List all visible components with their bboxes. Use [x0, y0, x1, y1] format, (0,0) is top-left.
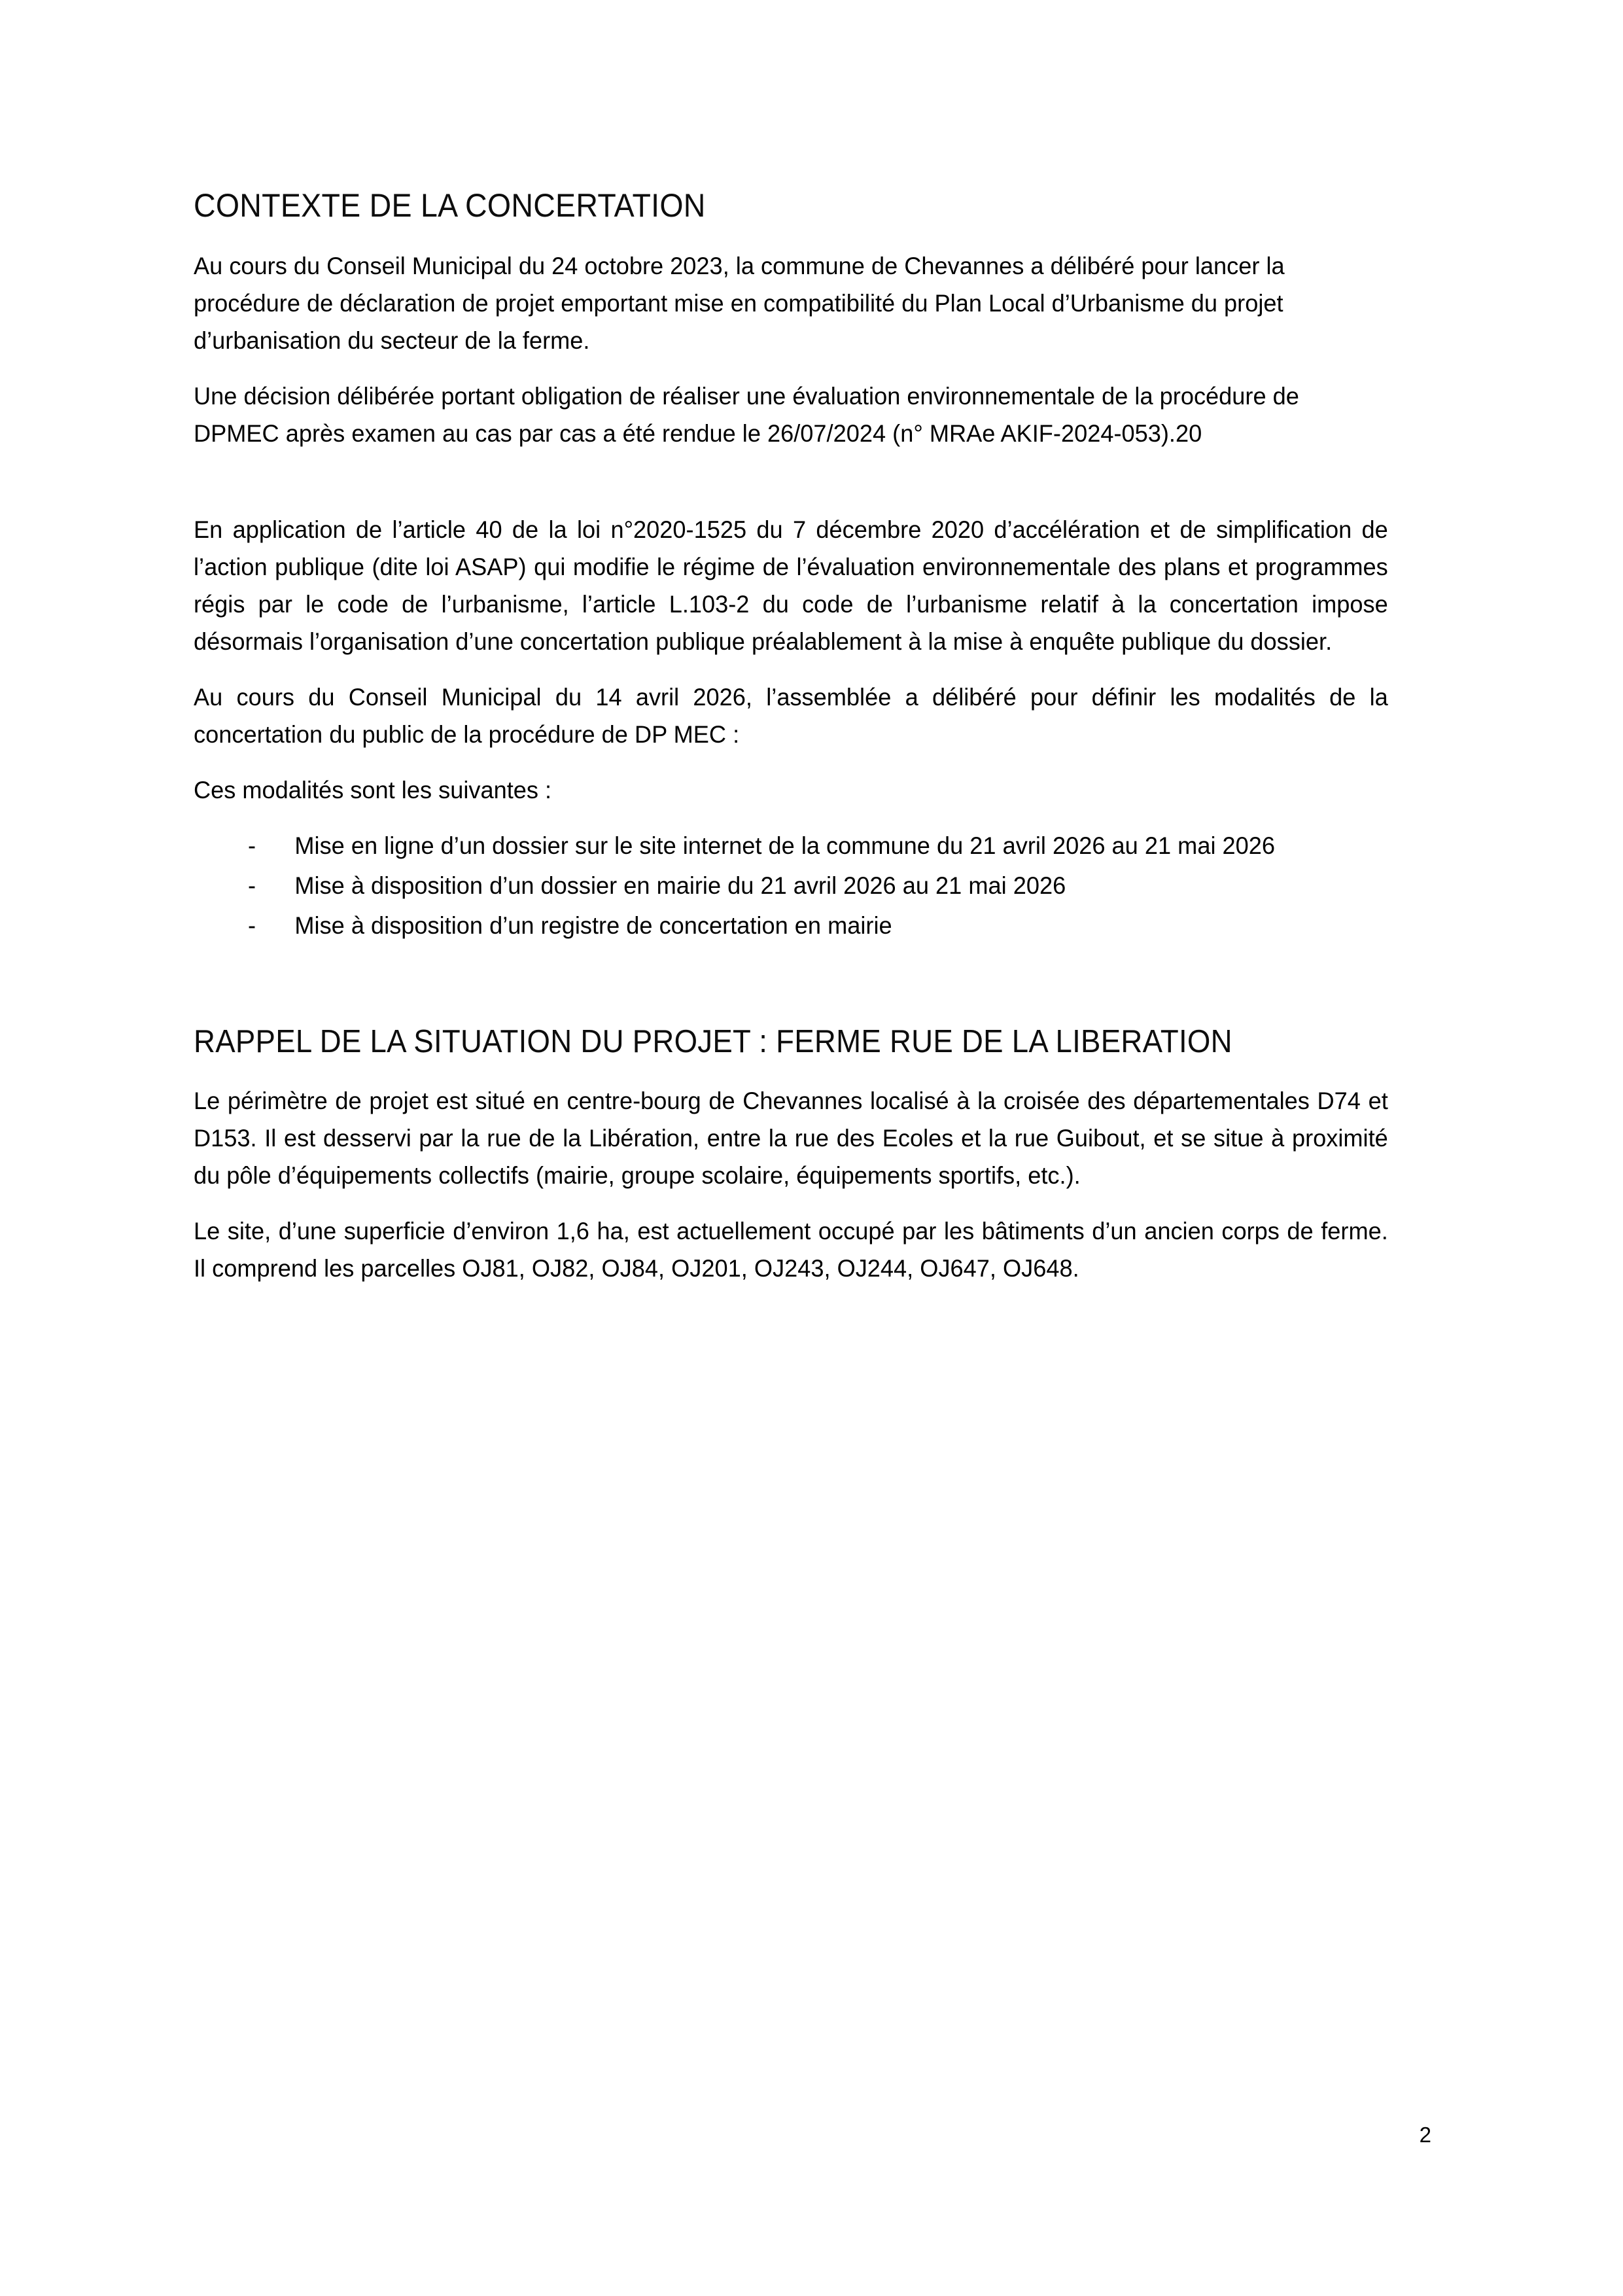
section-heading-contexte: CONTEXTE DE LA CONCERTATION [194, 187, 706, 224]
section-gap [194, 947, 1431, 1024]
page-content [194, 187, 1431, 1305]
paragraph-perimetre-projet: Le périmètre de projet est situé en centre-bourg de Chevannes localisé à la croisée des départementales D74 et D153. Il est desservi par la rue de la Libération, entre la rue des Ecoles et la rue Guibout, et se situe à proximité du pôle d’équipements collectifs (mairie, groupe scolaire, équipements sportifs, etc.). [194, 1086, 1388, 1189]
list-marker-icon: - [247, 911, 256, 939]
modalites-list [194, 827, 1431, 944]
paragraph-conseil-municipal-2023: Au cours du Conseil Municipal du 24 octobre 2023, la commune de Chevannes a délibéré pour lancer la procédure de déclaration de projet emportant mise en compatibilité du Plan Local d’Urbanisme du projet d’urbanisation du secteur de la ferme. [194, 252, 1285, 354]
paragraph-conseil-municipal-2026: Au cours du Conseil Municipal du 14 avril 2026, l’assemblée a délibéré pour définir les modalités de la concertation du public de la procédure de DP MEC : [194, 683, 1388, 748]
list-item-label: Mise à disposition d’un registre de concertation en mairie [294, 911, 892, 939]
paragraph-site-parcelles: Le site, d’une superficie d’environ 1,6 ha, est actuellement occupé par les bâtiments d’un ancien corps de ferme. Il comprend les parcelles OJ81, OJ82, OJ84, OJ201, OJ243, OJ244, OJ647, OJ648. [194, 1216, 1388, 1282]
paragraph-application-article-40: En application de l’article 40 de la loi n°2020-1525 du 7 décembre 2020 d’accélération et de simplification de l’action publique (dite loi ASAP) qui modifie le régime de l’évaluation environnementale des plans et programmes régis par le code de l’urbanisme, l’article L.103-2 du code de l’urbanisme relatif à la concertation impose désormais l’organisation d’une concertation publique préalablement à la mise à enquête publique du dossier. [194, 516, 1388, 655]
list-item [194, 827, 1388, 864]
paragraph-decision-deliberee: Une décision délibérée portant obligation de réaliser une évaluation environnementale de la procédure de DPMEC après examen au cas par cas a été rendue le 26/07/2024 (n° MRAe AKIF-2024-053).20 [194, 382, 1299, 447]
list-item [194, 867, 1388, 904]
page-number: 2 [1419, 2123, 1431, 2147]
list-marker-icon: - [247, 872, 256, 899]
section-heading-rappel-situation: RAPPEL DE LA SITUATION DU PROJET : FERME RUE DE LA LIBERATION [194, 1024, 1232, 1059]
list-item-label: Mise à disposition d’un dossier en mairie du 21 avril 2026 au 21 mai 2026 [294, 872, 1066, 899]
paragraph-modalites-intro: Ces modalités sont les suivantes : [194, 776, 552, 804]
paragraph-gap [194, 470, 1431, 511]
list-item-label: Mise en ligne d’un dossier sur le site internet de la commune du 21 avril 2026 au 21 mai 2026 [294, 832, 1276, 859]
list-marker-icon: - [247, 832, 256, 859]
list-item [194, 907, 1388, 944]
